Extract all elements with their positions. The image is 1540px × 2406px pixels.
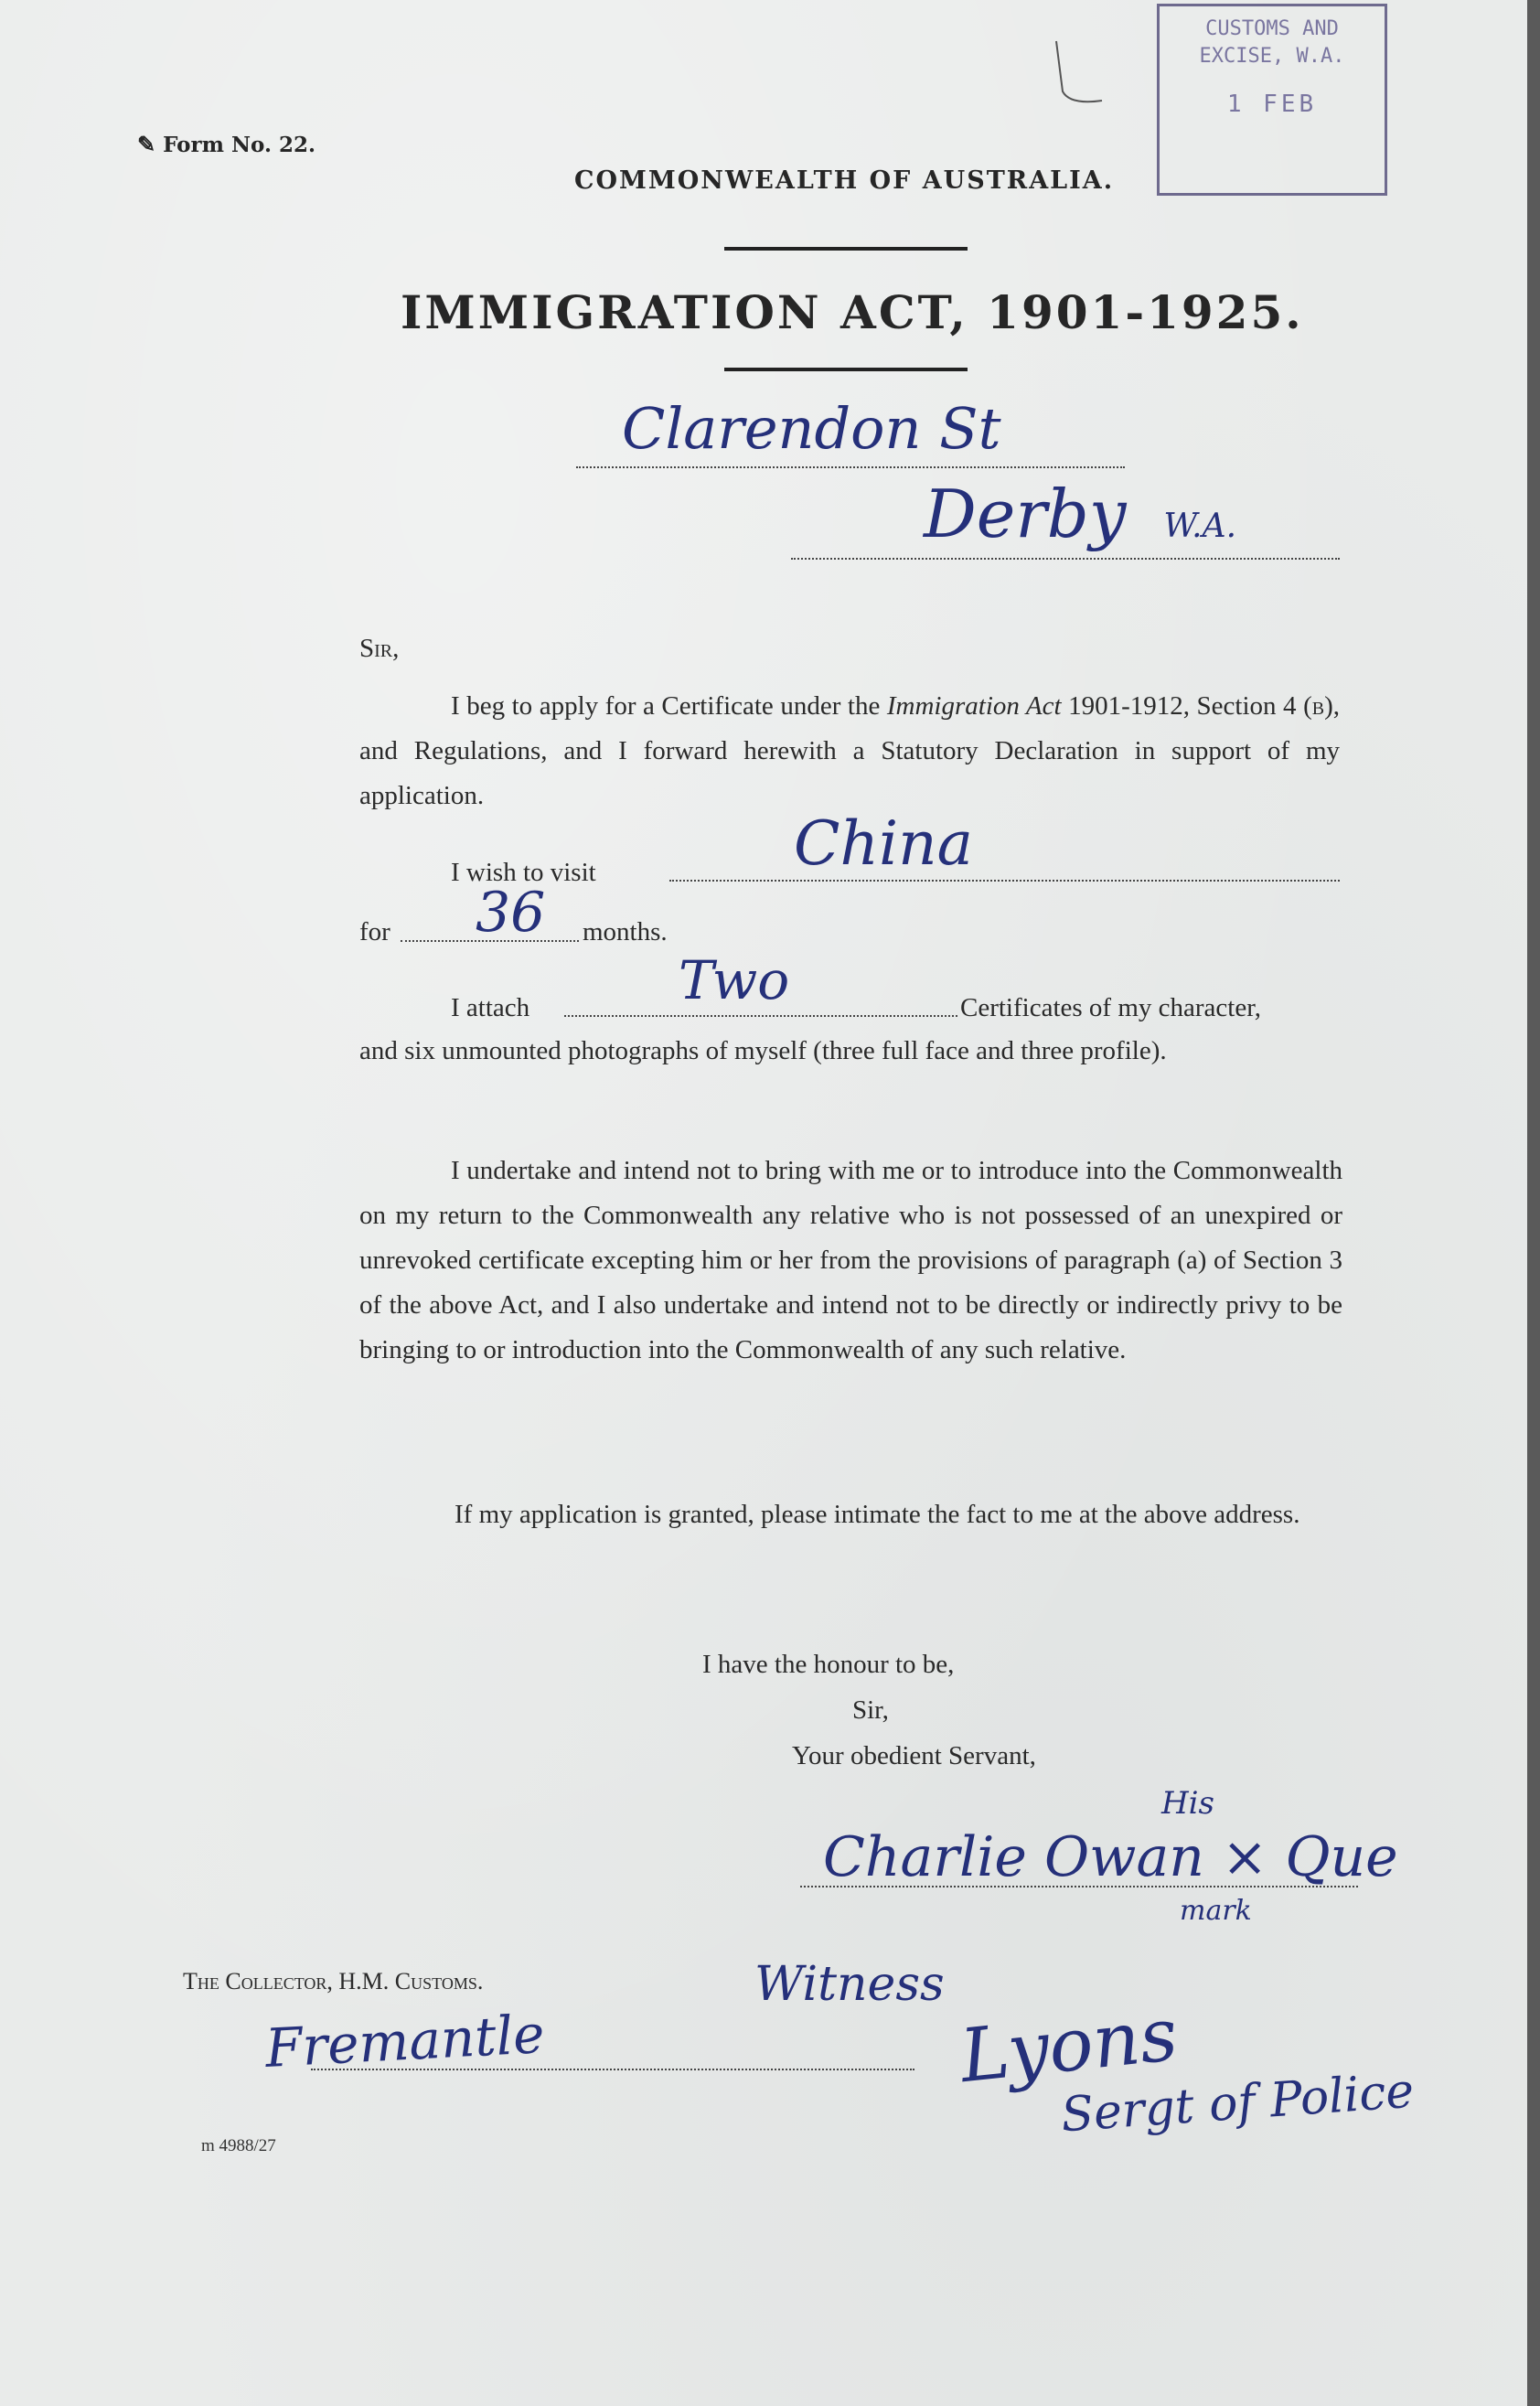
bleed-through-text bbox=[1079, 117, 1088, 149]
pointing-hand-icon: ✎ bbox=[137, 131, 156, 157]
closing-honour: I have the honour to be, bbox=[702, 1650, 955, 1679]
street-handwritten: Clarendon St bbox=[622, 395, 1001, 462]
witness-rank: Sergt of Police bbox=[1059, 2063, 1417, 2144]
state-handwritten: W.A. bbox=[1163, 508, 1237, 545]
attach-line bbox=[564, 1015, 957, 1017]
attach-handwritten: Two bbox=[679, 949, 790, 1011]
closing-sir: Sir, bbox=[852, 1695, 889, 1725]
signature-mark: mark bbox=[1180, 1895, 1252, 1927]
visit-label: I wish to visit bbox=[451, 858, 596, 887]
signature-his: His bbox=[1161, 1785, 1214, 1822]
closing-servant: Your obedient Servant, bbox=[792, 1741, 1036, 1770]
title-rule-bottom bbox=[724, 368, 968, 371]
town-handwritten: Derby W.A. bbox=[924, 476, 1237, 552]
for-label: for bbox=[359, 917, 390, 946]
print-reference: m 4988/27 bbox=[201, 2136, 276, 2155]
visit-handwritten: China bbox=[794, 808, 973, 879]
attach-label: I attach bbox=[451, 993, 530, 1022]
witness-signature: Lyons bbox=[956, 1991, 1182, 2100]
witness-label: Witness bbox=[754, 1957, 945, 2012]
application-paragraph: I beg to apply for a Certificate under the Immigration Act 1901-1912, Section 4 (b), and Regulations, and I forward herewith a Statutory Declaration in support of my application. bbox=[359, 691, 1340, 810]
title-rule-top bbox=[724, 247, 968, 251]
street-line bbox=[576, 466, 1125, 468]
act-title: IMMIGRATION ACT, 1901-1925. bbox=[401, 285, 1304, 339]
granted-paragraph: If my application is granted, please intimate the fact to me at the above address. bbox=[455, 1500, 1300, 1529]
attach-tail: Certificates of my character, bbox=[960, 993, 1261, 1022]
jurisdiction-heading: COMMONWEALTH OF AUSTRALIA. bbox=[574, 166, 1115, 195]
salutation: Sir, bbox=[359, 634, 400, 663]
months-handwritten: 36 bbox=[476, 881, 546, 945]
pencil-tick-mark bbox=[1052, 37, 1107, 110]
port-handwritten: Fremantle bbox=[263, 2003, 546, 2080]
customs-stamp: CUSTOMS AND EXCISE, W.A. 1 FEB bbox=[1157, 4, 1387, 196]
town-line bbox=[791, 558, 1340, 560]
form-number: ✎ Form No. 22. bbox=[137, 131, 315, 157]
visit-line bbox=[669, 880, 1340, 882]
applicant-signature: Charlie Owan × Que bbox=[823, 1825, 1398, 1889]
months-label: months. bbox=[583, 917, 668, 946]
attach-continuation: and six unmounted photographs of myself (three full face and three profile). bbox=[359, 1036, 1167, 1065]
addressee-label: The Collector, H.M. Customs. bbox=[183, 1968, 484, 1994]
undertaking-paragraph: I undertake and intend not to bring with me or to introduce into the Commonwealth on my return to the Commonwealth any relative who is not possessed of an unexpired or unrevoked certificate excepting him or her from the provisions of paragraph (a) of Section 3 of the above Act, and I also undertake and intend not to be directly or indirectly privy to be bringing to or introduction into the Commonwealth of any such relative. bbox=[359, 1156, 1342, 1364]
